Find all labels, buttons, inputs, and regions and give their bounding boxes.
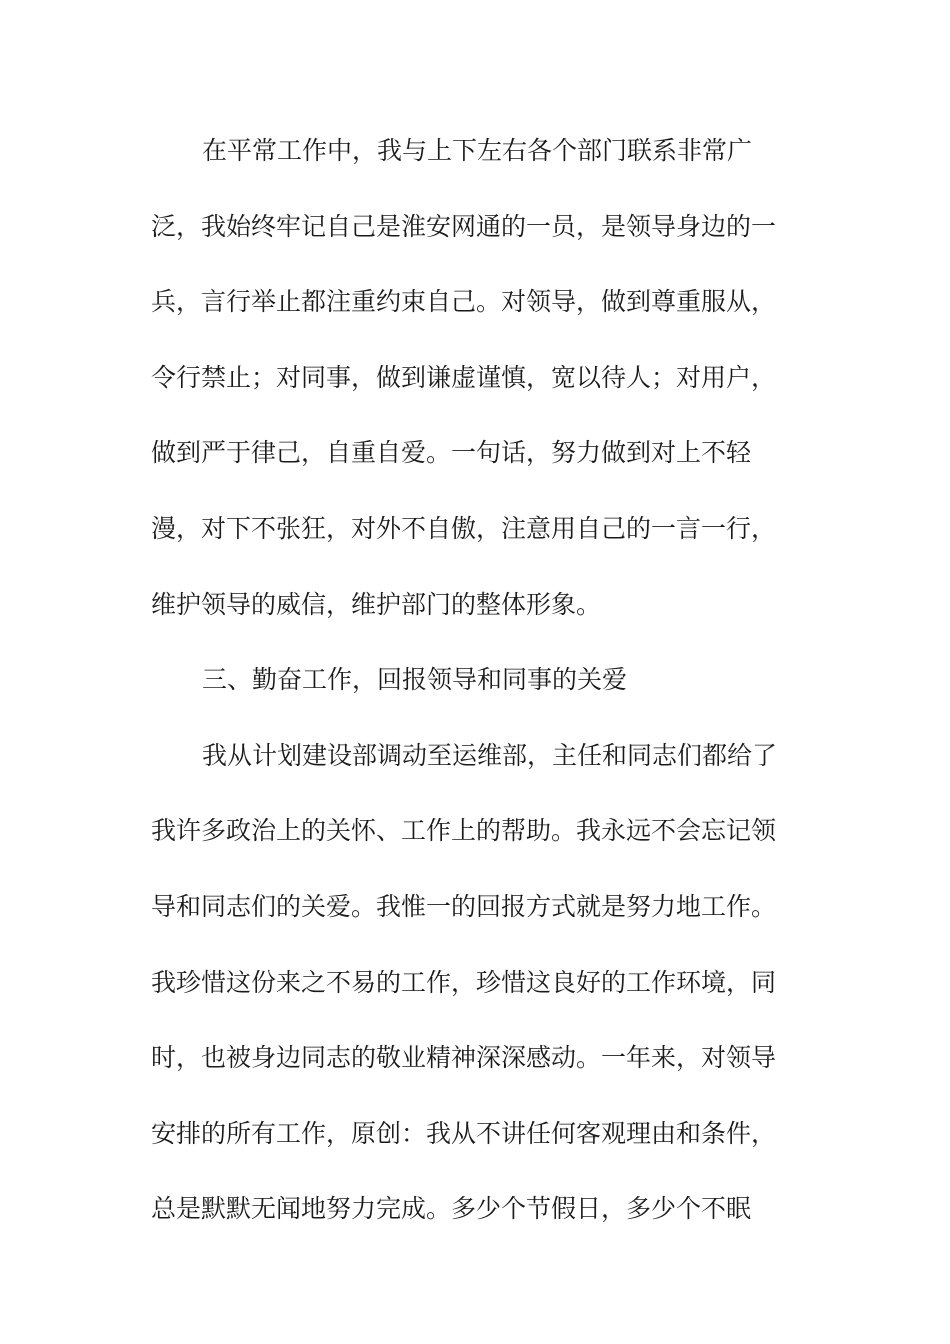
paragraph-line: 我珍惜这份来之不易的工作，珍惜这良好的工作环境，同: [151, 967, 777, 997]
paragraph-line: 总是默默无闻地努力完成。多少个节假日，多少个不眠: [151, 1194, 752, 1224]
paragraph-line: 兵，言行举止都注重约束自己。对领导，做到尊重服从，: [151, 287, 777, 317]
paragraph-line: 时，也被身边同志的敬业精神深深感动。一年来，对领导: [151, 1043, 777, 1073]
paragraph-line: 泛，我始终牢记自己是淮安网通的一员，是领导身边的一: [151, 211, 777, 241]
paragraph-line: 安排的所有工作，原创：我从不讲任何客观理由和条件，: [151, 1118, 777, 1148]
paragraph-line: 漫，对下不张狂，对外不自傲，注意用自己的一言一行，: [151, 513, 777, 543]
paragraph-line: 导和同志们的关爱。我惟一的回报方式就是努力地工作。: [151, 891, 777, 921]
document-body: [151, 126, 801, 1260]
paragraph-line: 在平常工作中，我与上下左右各个部门联系非常广: [202, 136, 753, 165]
section-heading: 三、勤奋工作，回报领导和同事的关爱: [202, 665, 628, 695]
paragraph-line: 我从计划建设部调动至运维部，主任和同志们都给了: [202, 740, 778, 770]
paragraph-line: 我许多政治上的关怀、工作上的帮助。我永远不会忘记领: [151, 816, 777, 846]
paragraph-line: 维护领导的威信，维护部门的整体形象。: [151, 589, 602, 619]
paragraph-line: 令行禁止；对同事，做到谦虚谨慎，宽以待人；对用户，: [151, 362, 777, 392]
paragraph-line: 做到严于律己，自重自爱。一句话，努力做到对上不轻: [151, 438, 752, 468]
